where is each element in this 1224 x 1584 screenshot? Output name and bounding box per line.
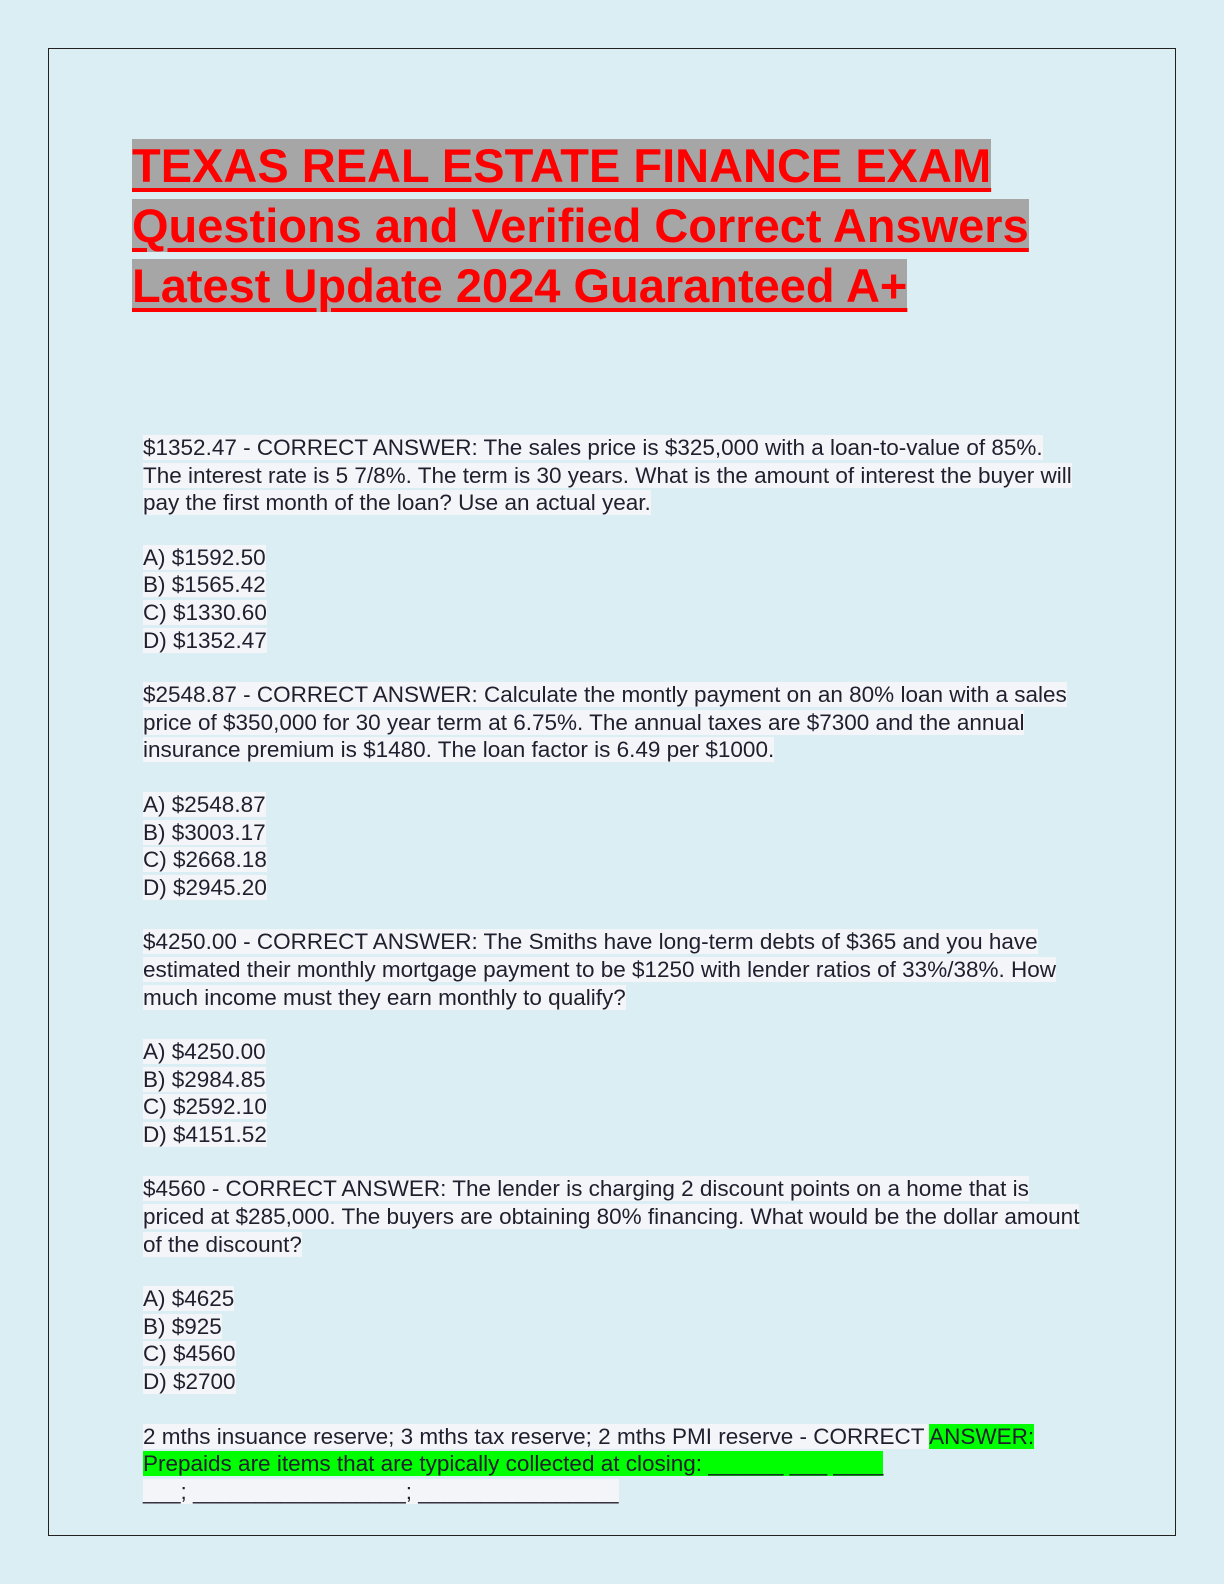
question-3: [143, 928, 1083, 1011]
question-text: 2 mths insuance reserve; 3 mths tax reserve; 2 mths PMI reserve - CORRECT: [143, 1423, 930, 1449]
option-c: C) $4560: [143, 1341, 236, 1367]
option-b: B) $1565.42: [143, 572, 266, 598]
option-a: A) $4250.00: [143, 1039, 266, 1065]
options-3: [143, 1038, 1083, 1148]
highlighted-answer-text: ANSWER: Prepaids are items that are typically collected at closing: ______ ___ ____: [143, 1423, 1035, 1477]
question-text: $1352.47 - CORRECT ANSWER: The sales price is $325,000 with a loan-to-value of 85%. The interest rate is 5 7/8%. The term is 30 years. What is the amount of interest the buyer will pay the first month of the loan? Use an actual year.: [143, 435, 1072, 516]
question-text: $4250.00 - CORRECT ANSWER: The Smiths have long-term debts of $365 and you have estimated their monthly mortgage payment to be $1250 with lender ratios of 33%/38%. How much income must they earn monthly to qualify?: [143, 929, 1056, 1010]
question-5: [143, 1423, 1083, 1506]
option-c: C) $2592.10: [143, 1094, 267, 1120]
option-c: C) $1330.60: [143, 599, 267, 625]
question-list: [143, 434, 1083, 1532]
document-title: [132, 136, 1092, 316]
option-d: D) $1352.47: [143, 627, 267, 653]
blank-lines: ___; _________________; ________________: [143, 1478, 619, 1504]
document-title-text: TEXAS REAL ESTATE FINANCE EXAM Questions and Verified Correct Answers Latest Update 2024 Guaranteed A+: [132, 139, 1029, 312]
option-b: B) $925: [143, 1313, 222, 1339]
option-a: A) $1592.50: [143, 544, 266, 570]
option-a: A) $4625: [143, 1286, 235, 1312]
option-d: D) $2700: [143, 1369, 236, 1395]
options-2: [143, 791, 1083, 901]
question-text: $2548.87 - CORRECT ANSWER: Calculate the montly payment on an 80% loan with a sales price of $350,000 for 30 year term at 6.75%. The annual taxes are $7300 and the annual insurance premium is $1480. The loan factor is 6.49 per $1000.: [143, 682, 1067, 763]
question-1: [143, 434, 1083, 517]
question-4: [143, 1175, 1083, 1258]
question-text: $4560 - CORRECT ANSWER: The lender is charging 2 discount points on a home that is priced at $285,000. The buyers are obtaining 80% financing. What would be the dollar amount of the discount?: [143, 1176, 1080, 1257]
option-c: C) $2668.18: [143, 847, 267, 873]
option-b: B) $2984.85: [143, 1066, 266, 1092]
option-b: B) $3003.17: [143, 819, 266, 845]
option-d: D) $4151.52: [143, 1121, 267, 1147]
question-2: [143, 681, 1083, 764]
option-a: A) $2548.87: [143, 791, 266, 817]
options-1: [143, 544, 1083, 654]
option-d: D) $2945.20: [143, 874, 267, 900]
options-4: [143, 1285, 1083, 1395]
